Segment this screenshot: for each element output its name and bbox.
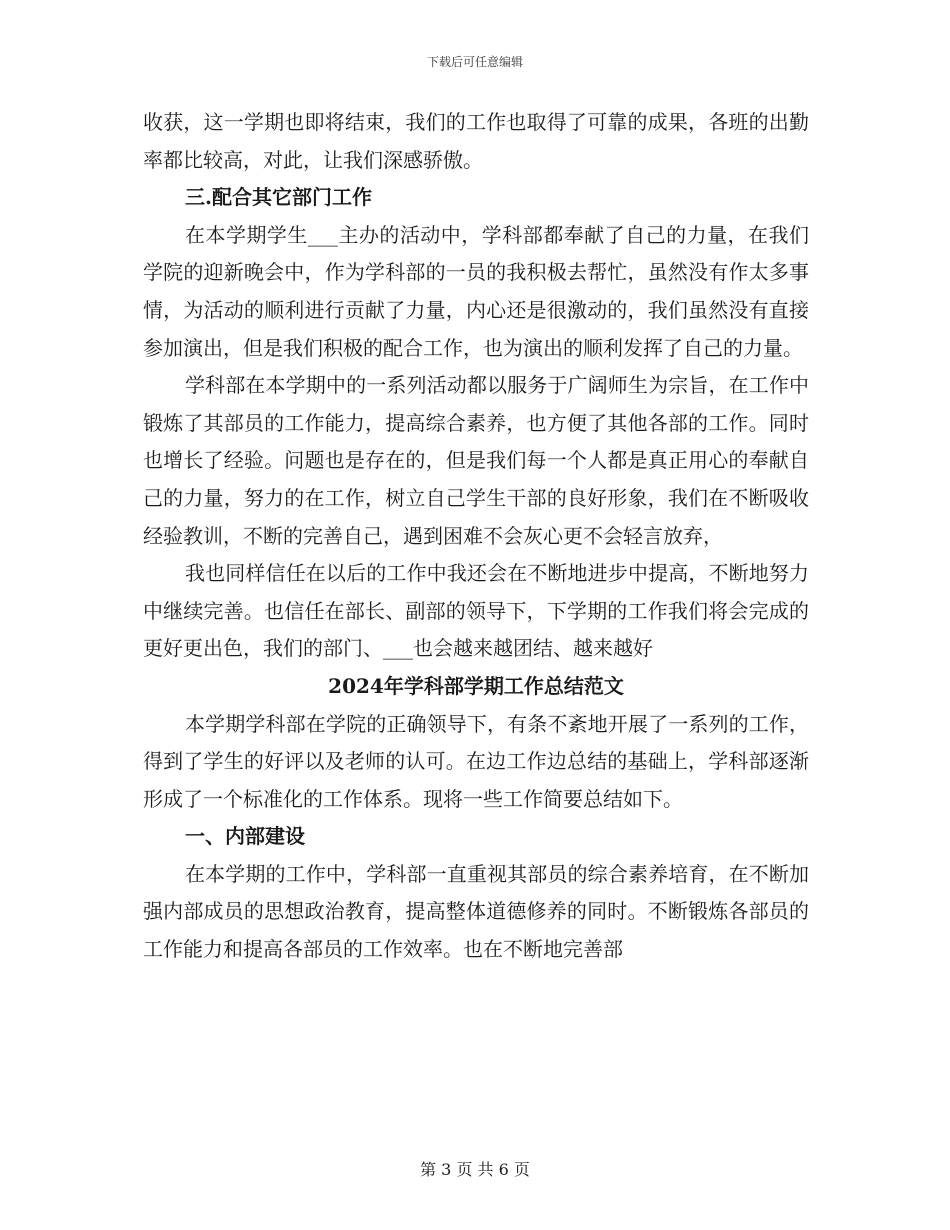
page-footer-number: 第 3 页 共 6 页 (420, 1160, 530, 1179)
paragraph-intro: 本学期学科部在学院的正确领导下，有条不紊地开展了一系列的工作，得到了学生的好评以及老师的认可。在边工作边总结的基础上，学科部逐渐形成了一个标准化的工作体系。现将一些工作简要总结如下。 (143, 711, 809, 811)
paragraph-service: 学科部在本学期中的一系列活动都以服务于广阔师生为宗旨，在工作中锻炼了其部员的工作能力，提高综合素养，也方便了其他各部的工作。同时也增长了经验。问题也是存在的，但是我们每一个人都是真正用心的奉献自己的力量，努力的在工作，树立自己学生干部的良好形象，我们在不断吸收经验教训，不断的完善自己，遇到困难不会灰心更不会轻言放弃， (143, 373, 809, 548)
paragraph-confidence: 我也同样信任在以后的工作中我还会在不断地进步中提高，不断地努力中继续完善。也信任在部长、副部的领导下，下学期的工作我们将会完成的更好更出色，我们的部门、___也会越来越团结、越来越好 (143, 561, 809, 661)
document-body (143, 104, 809, 969)
paragraph-internal: 在本学期的工作中，学科部一直重视其部员的综合素养培育，在不断加强内部成员的思想政治教育，提高整体道德修养的同时。不断锻炼各部员的工作能力和提高各部员的工作效率。也在不断地完善部 (143, 861, 809, 962)
document-title: 2024年学科部学期工作总结范文 (328, 673, 624, 698)
page-header-note: 下载后可任意编辑 (426, 55, 523, 69)
section-heading-internal: 一、内部建设 (185, 824, 305, 849)
section-heading-cooperation: 三.配合其它部门工作 (185, 185, 372, 210)
paragraph-activities: 在本学期学生___主办的活动中，学科部都奉献了自己的力量，在我们学院的迎新晚会中，作为学科部的一员的我积极去帮忙，虽然没有作太多事情，为活动的顺利进行贡献了力量，内心还是很激动的，我们虽然没有直接参加演出，但是我们积极的配合工作，也为演出的顺利发挥了自己的力量。 (143, 222, 809, 360)
paragraph-continuation: 收获，这一学期也即将结束，我们的工作也取得了可靠的成果，各班的出勤率都比较高，对此，让我们深感骄傲。 (143, 110, 809, 172)
